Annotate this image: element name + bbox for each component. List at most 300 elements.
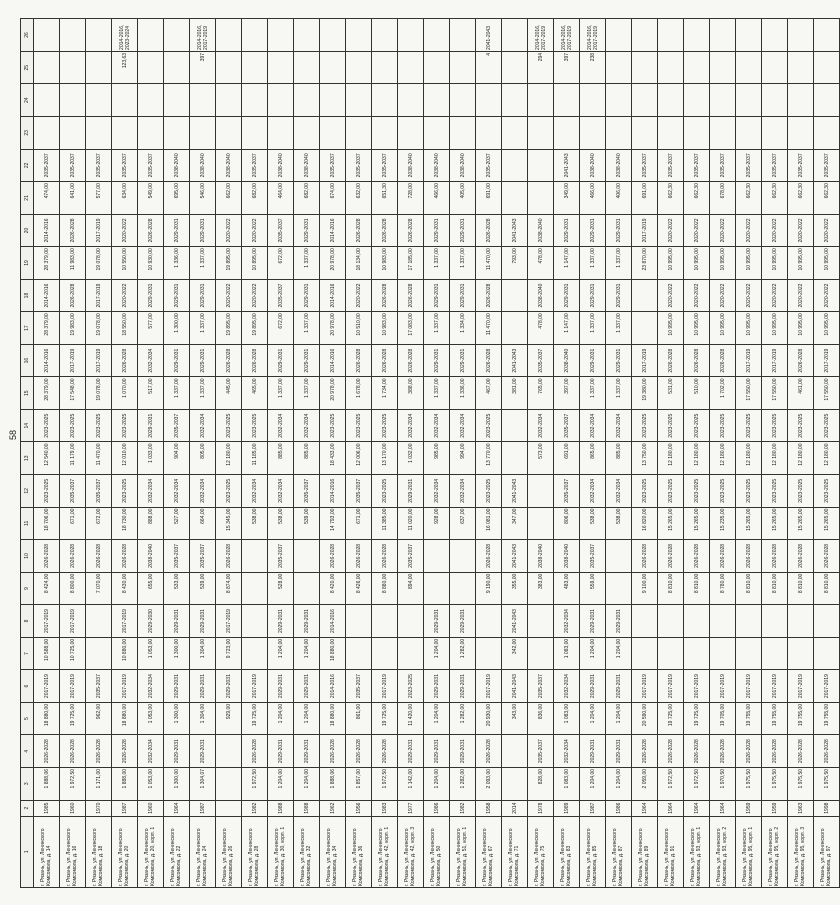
cost-cell: 1 204,00 (606, 767, 632, 800)
period-cell: 2014-2016, 2017-2019 (554, 19, 580, 52)
year-cell: 1960 (60, 800, 86, 816)
period-cell: 2017-2019 (632, 344, 658, 377)
cost-cell: 674,00 (320, 182, 346, 215)
column-header-20: 20 (21, 214, 34, 247)
table-row (710, 19, 736, 888)
period-cell: 2041-2043 (502, 540, 528, 573)
column-header-19: 19 (21, 247, 34, 280)
cost-cell: 18 550,00 (112, 312, 138, 345)
period-cell: 2017-2019 (60, 344, 86, 377)
period-cell: 2029-2031 (190, 279, 216, 312)
cost-cell (684, 637, 710, 670)
year-cell: 2014 (502, 800, 528, 816)
address-cell: г. Рязань, ул. Ленинского Комсомола, д. 32 (294, 816, 320, 887)
cost-cell: 10 995,00 (762, 247, 788, 280)
cost-cell (736, 637, 762, 670)
table-row (528, 19, 554, 888)
period-cell (814, 605, 840, 638)
period-cell: 2026-2028 (684, 735, 710, 768)
period-cell (684, 605, 710, 638)
cost-cell: 19 755,00 (788, 702, 814, 735)
cost-cell: 1 282,00 (450, 767, 476, 800)
period-cell: 2029-2031 (164, 670, 190, 703)
cost-cell: 15 235,00 (710, 507, 736, 540)
cost-cell: 466,00 (424, 182, 450, 215)
period-cell: 2035-2037 (346, 475, 372, 508)
period-cell: 2023-2025 (112, 475, 138, 508)
cost-cell: 962,00 (86, 702, 112, 735)
period-cell: 2038-2040 (554, 540, 580, 573)
cost-cell: 1 337,00 (190, 377, 216, 410)
period-cell: 2023-2025 (658, 475, 684, 508)
cost-cell: 11 179,00 (60, 442, 86, 475)
period-cell: 2017-2019 (632, 670, 658, 703)
address-cell: г. Рязань, ул. Ленинского Комсомола, д. 16 (60, 816, 86, 887)
cost-cell: 11 020,00 (398, 507, 424, 540)
cost-cell: 828,00 (528, 767, 554, 800)
period-cell: 2017-2019 (762, 344, 788, 377)
cost-cell (710, 637, 736, 670)
period-cell: 2029-2031 (190, 670, 216, 703)
cost-cell (242, 637, 268, 670)
year-cell: 1983 (372, 800, 398, 816)
period-cell (762, 84, 788, 117)
cost-cell (580, 117, 606, 150)
period-cell: 2035-2037 (658, 149, 684, 182)
address-cell: г. Рязань, ул. Ленинского Комсомола, д. 26 (216, 816, 242, 887)
period-cell: 2029-2031 (580, 735, 606, 768)
cost-cell: 19 725,00 (242, 702, 268, 735)
period-cell: 2032-2034 (164, 475, 190, 508)
cost-cell: 904,00 (164, 442, 190, 475)
period-cell: 2017-2019 (60, 670, 86, 703)
period-cell: 2038-2040 (450, 149, 476, 182)
cost-cell: 15 265,00 (684, 507, 710, 540)
cost-cell: 662,00 (216, 182, 242, 215)
cost-cell: 19 725,00 (684, 702, 710, 735)
period-cell: 2032-2034 (138, 670, 164, 703)
cost-cell: 1 300,00 (164, 637, 190, 670)
period-cell: 2029-2031 (164, 214, 190, 247)
period-cell (580, 84, 606, 117)
period-cell: 2029-2031 (398, 735, 424, 768)
cost-cell: 10 995,00 (788, 312, 814, 345)
period-cell: 2035-2037 (346, 670, 372, 703)
cost-cell: 10 895,00 (242, 247, 268, 280)
cost-cell: 12 180,00 (710, 442, 736, 475)
cost-cell (86, 51, 112, 84)
cost-cell: 805,00 (190, 442, 216, 475)
period-cell: 2029-2031 (268, 735, 294, 768)
period-cell: 2032-2034 (190, 475, 216, 508)
period-cell: 2032-2034 (268, 409, 294, 442)
period-cell: 2026-2028 (372, 735, 398, 768)
cost-cell: 1 300,00 (164, 312, 190, 345)
period-cell (502, 149, 528, 182)
cost-cell: 12 180,00 (658, 442, 684, 475)
cost-cell (658, 51, 684, 84)
cost-cell: 651,30 (372, 182, 398, 215)
table-row (684, 19, 710, 888)
period-cell (632, 84, 658, 117)
period-cell (736, 19, 762, 52)
period-cell: 2017-2019 (216, 605, 242, 638)
period-cell: 2032-2034 (554, 735, 580, 768)
cost-cell (372, 637, 398, 670)
cost-cell (242, 572, 268, 605)
cost-cell: 10 995,00 (736, 247, 762, 280)
period-cell (502, 735, 528, 768)
cost-cell: 1 304,07 (190, 767, 216, 800)
cost-cell (450, 51, 476, 84)
address-cell: г. Рязань, ул. Ленинского Комсомола, д. 97 (814, 816, 840, 887)
cost-cell: 19 705,00 (710, 702, 736, 735)
cost-cell: 20 978,00 (320, 312, 346, 345)
period-cell: 2029-2031 (190, 735, 216, 768)
period-cell: 2023-2025 (632, 409, 658, 442)
period-cell (242, 84, 268, 117)
cost-cell: 546,00 (190, 182, 216, 215)
cost-cell: 12 540,00 (34, 442, 60, 475)
cost-cell: 8 430,00 (112, 572, 138, 605)
year-cell: 1959 (762, 800, 788, 816)
cost-cell: 12 010,00 (112, 442, 138, 475)
period-cell (34, 19, 60, 52)
period-cell: 2017-2019 (112, 670, 138, 703)
period-cell: 2017-2019 (684, 670, 710, 703)
period-cell: 2041-2043 (502, 475, 528, 508)
table-row (502, 19, 528, 888)
period-cell: 2035-2037 (242, 149, 268, 182)
table-row (34, 19, 60, 888)
period-cell (424, 19, 450, 52)
period-cell: 2032-2034 (580, 475, 606, 508)
cost-cell: 18 134,00 (346, 247, 372, 280)
cost-cell: 1 972,50 (60, 767, 86, 800)
period-cell (216, 19, 242, 52)
cost-cell: 10 983,00 (372, 312, 398, 345)
cost-cell: 1 888,06 (34, 767, 60, 800)
period-cell: 2035-2037 (164, 409, 190, 442)
period-cell (528, 605, 554, 638)
cost-cell (86, 637, 112, 670)
period-cell: 2032-2034 (424, 409, 450, 442)
cost-cell: 123,63 (112, 51, 138, 84)
cost-cell (138, 117, 164, 150)
year-cell: 1986 (606, 800, 632, 816)
period-cell: 2032-2034 (554, 605, 580, 638)
cost-cell: 538,00 (268, 507, 294, 540)
address-cell: г. Рязань, ул. Ленинского Комсомола, д. 87 (606, 816, 632, 887)
period-cell (320, 84, 346, 117)
cost-cell (710, 117, 736, 150)
cost-cell: 20 590,00 (632, 702, 658, 735)
cost-cell (346, 117, 372, 150)
cost-cell: 405,00 (450, 182, 476, 215)
cost-cell: 662,30 (762, 182, 788, 215)
capital-repair-table (20, 18, 840, 888)
cost-cell: 2 059,00 (632, 767, 658, 800)
cost-cell: 12 006,00 (346, 442, 372, 475)
period-cell: 2023-2025 (814, 475, 840, 508)
period-cell: 2020-2022 (216, 279, 242, 312)
period-cell: 2017-2019 (814, 344, 840, 377)
period-cell: 2041-2043 (502, 670, 528, 703)
cost-cell: 662,30 (658, 182, 684, 215)
period-cell (424, 84, 450, 117)
cost-cell: 17 548,00 (60, 377, 86, 410)
cost-cell (60, 117, 86, 150)
column-header-6: 6 (21, 670, 34, 703)
period-cell: 2017-2019 (86, 344, 112, 377)
period-cell: 2026-2028 (112, 540, 138, 573)
address-cell: г. Рязань, ул. Ленинского Комсомола, д. 34 (320, 816, 346, 887)
period-cell: 2029-2031 (580, 279, 606, 312)
period-cell: 2026-2028 (320, 735, 346, 768)
period-cell: 2023-2025 (34, 475, 60, 508)
cost-cell: 7 070,00 (86, 572, 112, 605)
year-cell: 1985 (34, 800, 60, 816)
column-header-15: 15 (21, 377, 34, 410)
cost-cell: 637,00 (450, 507, 476, 540)
cost-cell: 691,00 (632, 182, 658, 215)
year-cell: 1962 (320, 800, 346, 816)
period-cell: 2029-2031 (606, 279, 632, 312)
cost-cell: 1 337,00 (606, 247, 632, 280)
column-header-10: 10 (21, 540, 34, 573)
period-cell: 2017-2019 (112, 605, 138, 638)
period-cell: 2032-2034 (580, 409, 606, 442)
table-row (372, 19, 398, 888)
period-cell: 2017-2019 (60, 605, 86, 638)
cost-cell: 632,00 (346, 182, 372, 215)
cost-cell (788, 637, 814, 670)
cost-cell: 1 070,00 (112, 377, 138, 410)
cost-cell (502, 182, 528, 215)
period-cell: 2029-2031 (190, 214, 216, 247)
cost-cell: 12 180,00 (216, 442, 242, 475)
cost-cell: 17 185,00 (398, 247, 424, 280)
period-cell: 2041-2043 (554, 149, 580, 182)
period-cell: 2038-2040 (580, 149, 606, 182)
cost-cell (814, 117, 840, 150)
cost-cell: 1 204,00 (424, 637, 450, 670)
period-cell: 2035-2037 (34, 149, 60, 182)
cost-cell: 19 895,00 (216, 312, 242, 345)
address-cell: г. Рязань, ул. Ленинского Комсомола, д. 42, корп. 3 (398, 816, 424, 887)
address-cell: г. Рязань, ул. Ленинского Комсомола, д. 18 (86, 816, 112, 887)
cost-cell: 13 750,00 (632, 442, 658, 475)
cost-cell (710, 51, 736, 84)
year-cell: 1959 (736, 800, 762, 816)
column-header-11: 11 (21, 507, 34, 540)
cost-cell: 531,00 (658, 377, 684, 410)
period-cell: 2026-2028 (736, 540, 762, 573)
cost-cell: 18 880,00 (320, 637, 346, 670)
period-cell: 2026-2028 (476, 735, 502, 768)
year-cell: 1989 (554, 800, 580, 816)
cost-cell (164, 51, 190, 84)
cost-cell: 1 204,00 (268, 637, 294, 670)
period-cell: 2017-2019 (710, 670, 736, 703)
cost-cell: 539,00 (190, 572, 216, 605)
period-cell: 2029-2031 (424, 605, 450, 638)
period-cell: 2038-2040 (554, 344, 580, 377)
table-row (632, 19, 658, 888)
cost-cell: 1 147,00 (554, 247, 580, 280)
cost-cell: 662,30 (684, 182, 710, 215)
cost-cell: 765,00 (528, 377, 554, 410)
table-row (60, 19, 86, 888)
cost-cell: 8 810,00 (658, 572, 684, 605)
address-cell: г. Рязань, ул. Ленинского Комсомола, д. 93, корп. 1 (684, 816, 710, 887)
cost-cell: 691,00 (554, 442, 580, 475)
cost-cell: 577,00 (86, 182, 112, 215)
period-cell: 2032-2034 (242, 475, 268, 508)
period-cell: 2029-2031 (606, 605, 632, 638)
cost-cell: 16 081,00 (476, 507, 502, 540)
period-cell: 2035-2037 (398, 540, 424, 573)
period-cell: 2029-2031 (216, 670, 242, 703)
cost-cell (216, 117, 242, 150)
cost-cell: 1 334,00 (450, 312, 476, 345)
period-cell (788, 19, 814, 52)
cost-cell: 28 379,00 (34, 312, 60, 345)
cost-cell: 11 185,00 (242, 442, 268, 475)
period-cell: 2026-2028 (398, 344, 424, 377)
cost-cell (476, 117, 502, 150)
address-cell: г. Рязань, ул. Ленинского Комсомола, д. 91 (658, 816, 684, 887)
address-cell: г. Рязань, ул. Ленинского Комсомола, д. 50 (424, 816, 450, 887)
table-row (346, 19, 372, 888)
cost-cell: 1 734,00 (372, 377, 398, 410)
period-cell: 2032-2034 (450, 475, 476, 508)
period-cell: 2017-2019 (34, 605, 60, 638)
period-cell: 2035-2037 (60, 149, 86, 182)
period-cell (528, 475, 554, 508)
table-row (242, 19, 268, 888)
cost-cell: 12 180,00 (736, 442, 762, 475)
cost-cell (320, 51, 346, 84)
cost-cell: 1 975,50 (762, 767, 788, 800)
column-header-12: 12 (21, 475, 34, 508)
cost-cell (502, 767, 528, 800)
cost-cell: 10 725,00 (60, 637, 86, 670)
cost-cell: 1 142,00 (398, 767, 424, 800)
year-cell: 1998 (814, 800, 840, 816)
period-cell: 2029-2031 (294, 605, 320, 638)
cost-cell: 1 204,00 (294, 767, 320, 800)
period-cell: 2026-2028 (60, 540, 86, 573)
period-cell: 2029-2031 (164, 344, 190, 377)
period-cell (294, 84, 320, 117)
cost-cell: 1 147,00 (554, 312, 580, 345)
cost-cell: 18 433,00 (320, 442, 346, 475)
cost-cell: 8 780,00 (710, 572, 736, 605)
cost-cell: 1 204,00 (580, 767, 606, 800)
cost-cell (528, 182, 554, 215)
year-cell: 1978 (528, 800, 554, 816)
period-cell: 2017-2019 (814, 670, 840, 703)
cost-cell: 1 204,00 (294, 637, 320, 670)
address-cell: г. Рязань, ул. Ленинского Комсомола, д. 14 (34, 816, 60, 887)
period-cell: 2020-2022 (710, 279, 736, 312)
cost-cell: 11 470,00 (476, 312, 502, 345)
cost-cell: 18 880,00 (34, 702, 60, 735)
period-cell: 2035-2037 (86, 670, 112, 703)
cost-cell: 8 880,00 (372, 572, 398, 605)
cost-cell: 1 282,00 (450, 702, 476, 735)
address-cell: г. Рязань, ул. Ленинского Комсомола, д. 83 (554, 816, 580, 887)
cost-cell: 929,00 (216, 702, 242, 735)
cost-cell: 538,00 (606, 507, 632, 540)
cost-cell: 397,00 (554, 377, 580, 410)
cost-cell (632, 117, 658, 150)
period-cell: 2023-2025 (762, 475, 788, 508)
cost-cell: 1 304,00 (190, 637, 216, 670)
period-cell: 2026-2028 (242, 344, 268, 377)
period-cell (424, 540, 450, 573)
cost-cell (294, 572, 320, 605)
cost-cell: 466,00 (580, 182, 606, 215)
column-header-18: 18 (21, 279, 34, 312)
table-row (736, 19, 762, 888)
period-cell (34, 84, 60, 117)
cost-cell: 10 995,00 (814, 312, 840, 345)
cost-cell (112, 117, 138, 150)
period-cell: 2026-2028 (710, 540, 736, 573)
cost-cell: 1 337,00 (424, 247, 450, 280)
cost-cell: 15 265,00 (736, 507, 762, 540)
period-cell: 2026-2028 (216, 540, 242, 573)
period-cell: 2029-2031 (606, 214, 632, 247)
cost-cell: 682,00 (242, 182, 268, 215)
period-cell: 2017-2019 (86, 214, 112, 247)
cost-cell: 1 337,00 (294, 247, 320, 280)
cost-cell (398, 51, 424, 84)
cost-cell: 9 723,00 (216, 637, 242, 670)
cost-cell (424, 572, 450, 605)
cost-cell: 11 470,00 (86, 442, 112, 475)
period-cell: 2029-2031 (424, 670, 450, 703)
cost-cell: 894,00 (398, 572, 424, 605)
cost-cell: 8 874,00 (216, 572, 242, 605)
cost-cell: 1 336,00 (450, 377, 476, 410)
cost-cell: 885,00 (268, 442, 294, 475)
cost-cell: 17 083,00 (398, 312, 424, 345)
period-cell (736, 84, 762, 117)
period-cell: 2026-2028 (60, 214, 86, 247)
cost-cell (320, 117, 346, 150)
table-row (788, 19, 814, 888)
cost-cell: 1 857,00 (346, 767, 372, 800)
cost-cell: 641,00 (60, 182, 86, 215)
cost-cell: 1 975,50 (788, 767, 814, 800)
period-cell: 2017-2019 (762, 670, 788, 703)
cost-cell: 1 972,50 (684, 767, 710, 800)
period-cell: 2026-2028 (112, 344, 138, 377)
cost-cell: 8 420,00 (320, 572, 346, 605)
period-cell: 2035-2037 (814, 149, 840, 182)
cost-cell: 695,00 (164, 182, 190, 215)
period-cell: 2023-2025 (346, 409, 372, 442)
period-cell: 2026-2028 (346, 344, 372, 377)
cost-cell: 10 510,00 (346, 312, 372, 345)
period-cell: 2038-2040 (268, 149, 294, 182)
period-cell (632, 605, 658, 638)
address-cell: г. Рязань, ул. Ленинского Комсомола, д. 51, корп. 1 (450, 816, 476, 887)
cost-cell: 12 180,00 (788, 442, 814, 475)
